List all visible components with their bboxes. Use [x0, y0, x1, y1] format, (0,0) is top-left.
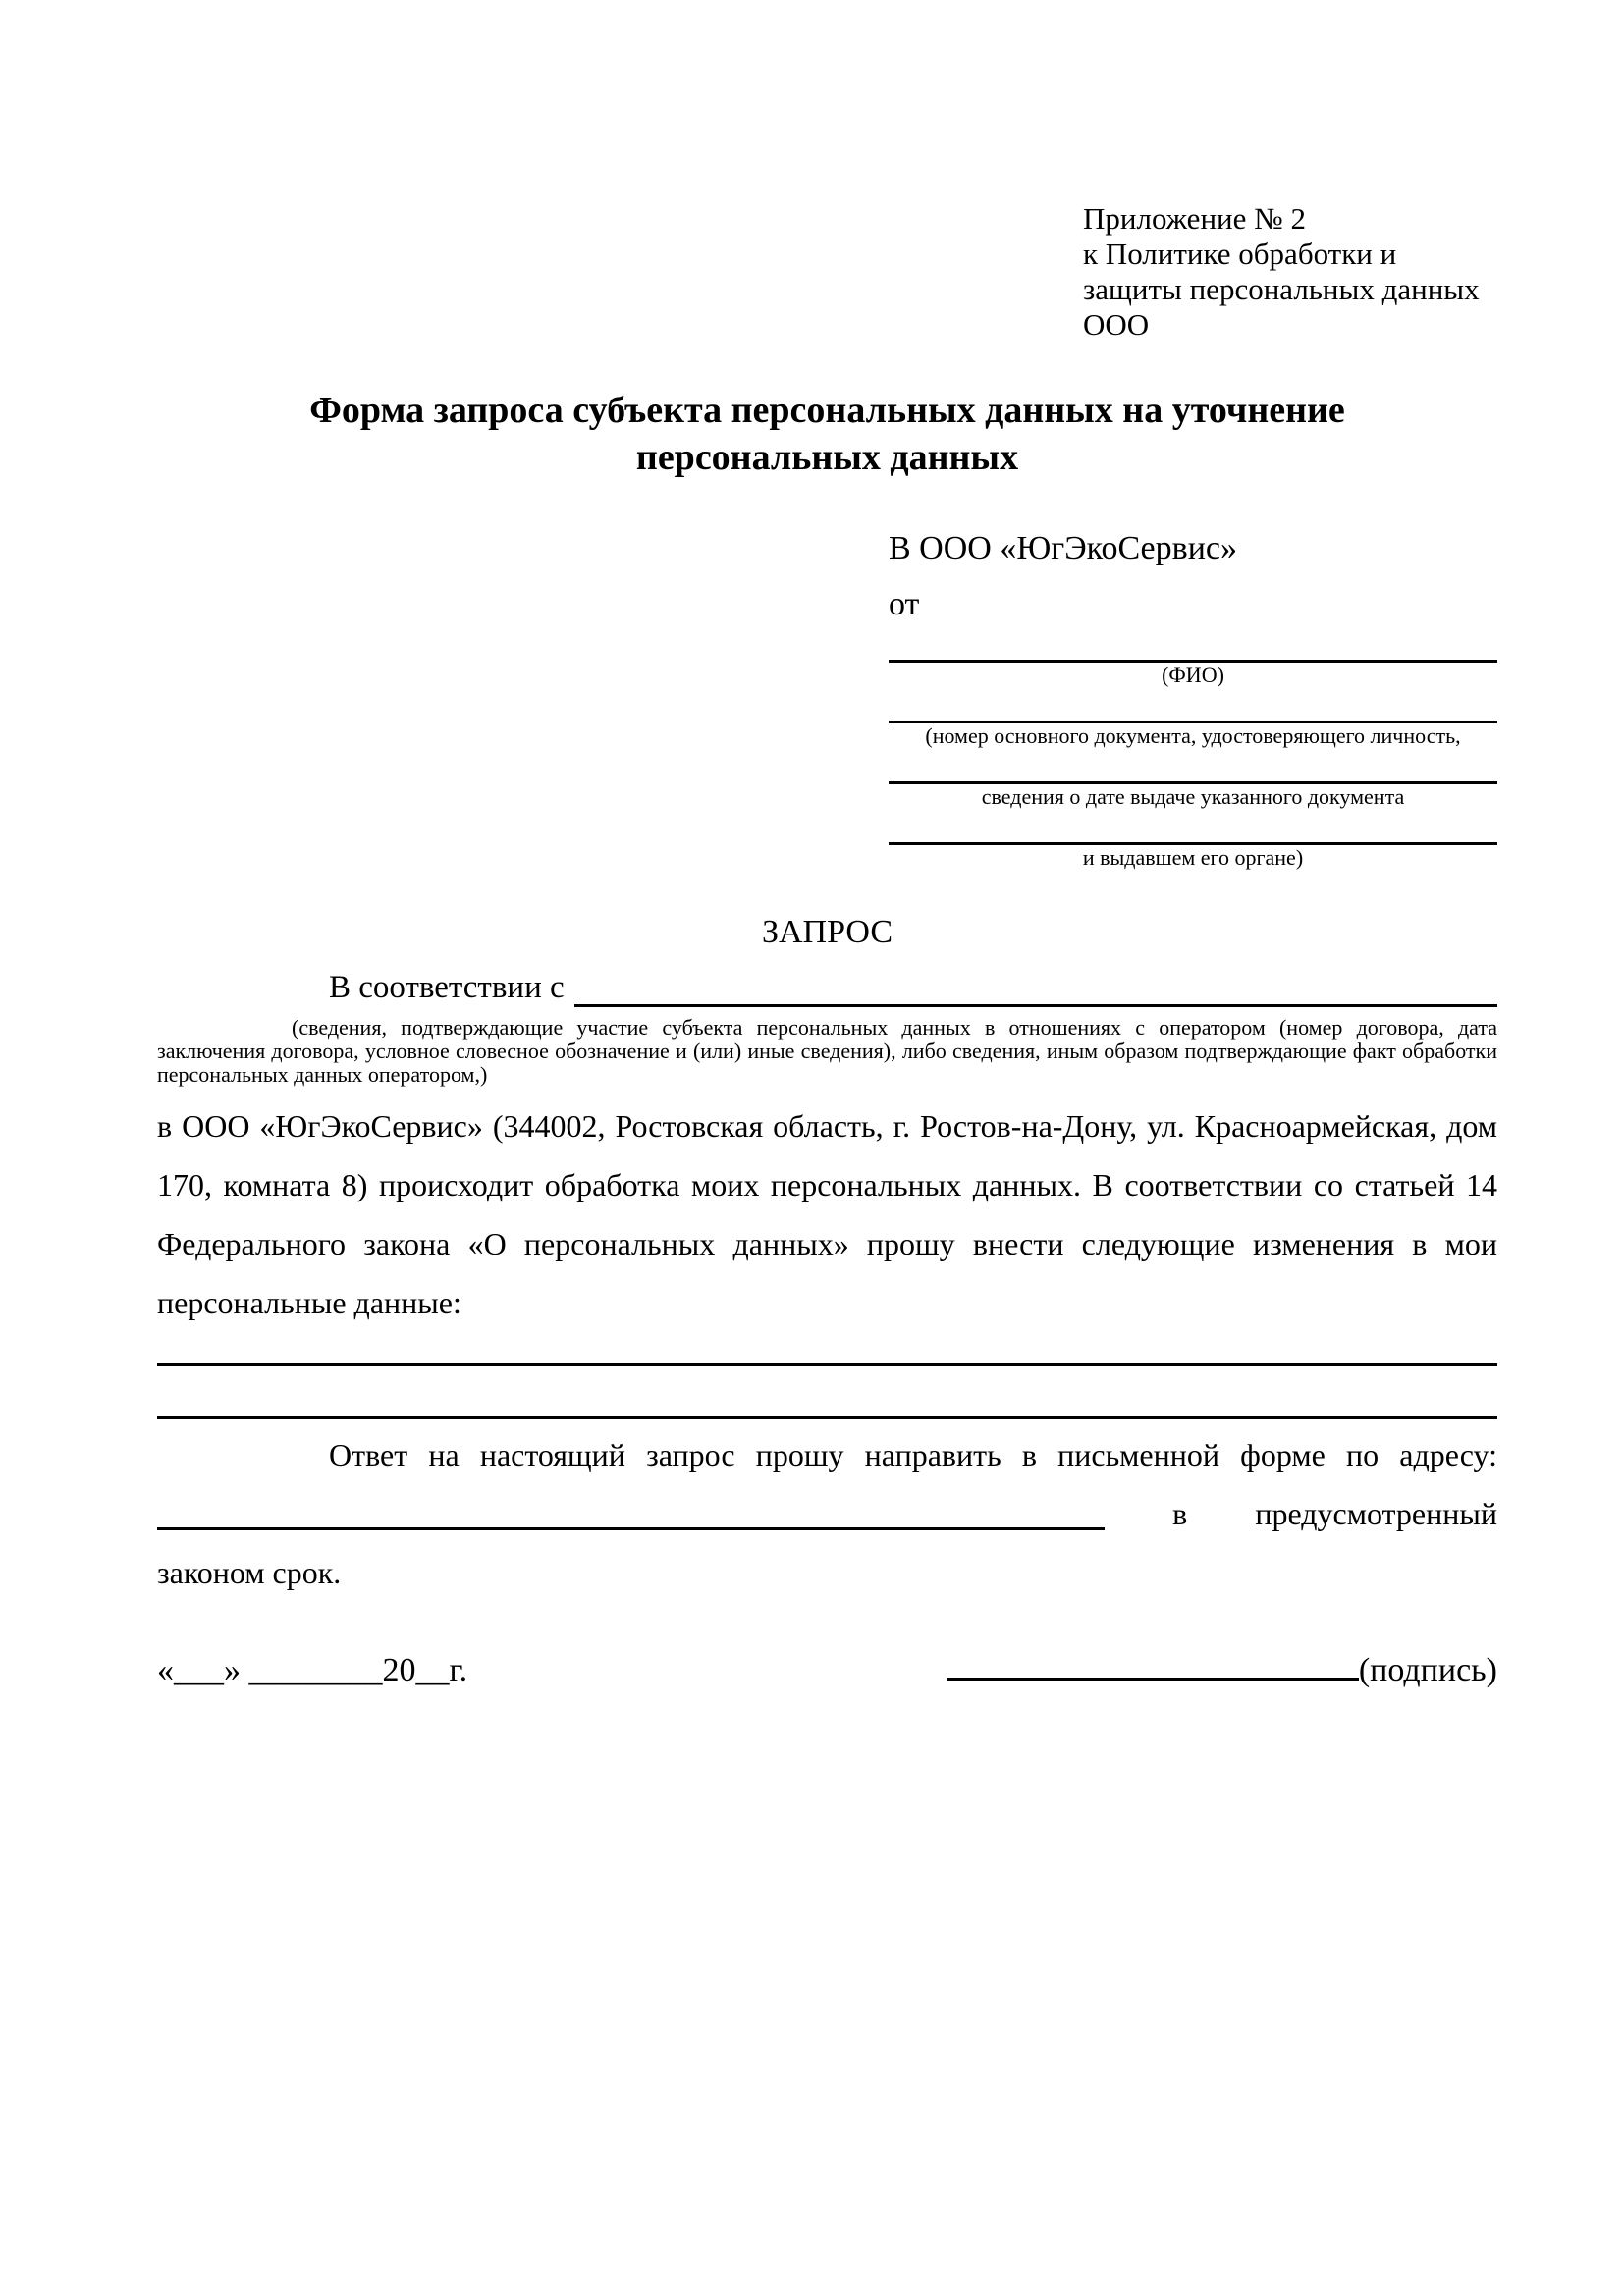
request-heading: ЗАПРОС	[761, 914, 893, 950]
lead-in-text: В соответствии с	[329, 970, 565, 1005]
response-closing: законом срок.	[157, 1555, 342, 1590]
header-note-line: к Политике обработки и	[1083, 237, 1397, 271]
addressee-block	[889, 520, 1497, 871]
issuing-authority-caption: и выдавшем его органе)	[1082, 845, 1304, 870]
fio-field	[889, 632, 1497, 688]
lead-note: (сведения, подтверждающие участие субъекта персональных данных в отношениях с оператором (номер договора, дата заключения договора, условное словесное обозначение и (или) иные сведения), либо сведения, иным образом подтверждающие факт обработки персональных данных оператором,)	[157, 1015, 1497, 1087]
addressee-from-label: от	[889, 586, 920, 622]
fio-fill-line	[889, 632, 1497, 663]
changes-fill-line-2	[157, 1385, 1497, 1419]
changes-fill-line-1	[157, 1332, 1497, 1366]
doc-number-field	[889, 688, 1497, 749]
header-note-line: защиты персональных данных	[1083, 272, 1480, 306]
footer-row	[157, 1641, 1497, 1700]
header-note	[1083, 201, 1497, 343]
signature-fill-line	[947, 1678, 1359, 1681]
signature-block	[947, 1641, 1497, 1700]
addressee-to: В ООО «ЮгЭкоСервис»	[889, 530, 1237, 566]
doc-number-fill-line	[889, 688, 1497, 723]
address-fill-line	[157, 1484, 1105, 1530]
response-word: предусмотренный	[1255, 1496, 1497, 1531]
document-title: Форма запроса субъекта персональных данных на уточнение персональных данных	[309, 390, 1345, 478]
issuing-authority-fill-line	[889, 810, 1497, 845]
doc-number-caption: (номер основного документа, удостоверяющего личность,	[925, 723, 1461, 748]
issue-date-field	[889, 749, 1497, 810]
basis-fill-line	[574, 960, 1497, 1007]
issue-date-caption: сведения о дате выдаче указанного документа	[981, 784, 1405, 809]
lead-in-row	[157, 960, 1497, 1016]
header-note-line: Приложение № 2	[1083, 201, 1306, 236]
response-word: в	[1172, 1496, 1188, 1531]
signature-caption: (подпись)	[1358, 1652, 1497, 1688]
date-template: «___» ________20__г.	[157, 1652, 468, 1688]
response-address-row	[157, 1484, 1497, 1543]
header-note-line: ООО	[1083, 307, 1150, 342]
fio-caption: (ФИО)	[1162, 663, 1224, 687]
issuing-authority-field	[889, 810, 1497, 871]
issue-date-fill-line	[889, 749, 1497, 784]
response-line: Ответ на настоящий запрос прошу направить в письменной форме по адресу:	[329, 1437, 1497, 1472]
body-paragraph: в ООО «ЮгЭкоСервис» (344002, Ростовская область, г. Ростов-на-Дону, ул. Красноармейская, дом 170, комната 8) происходит обработка моих персональных данных. В соответствии со статьей 14 Федерального закона «О персональных данных» прошу внести следующие изменения в мои персональные данные:	[157, 1108, 1497, 1320]
